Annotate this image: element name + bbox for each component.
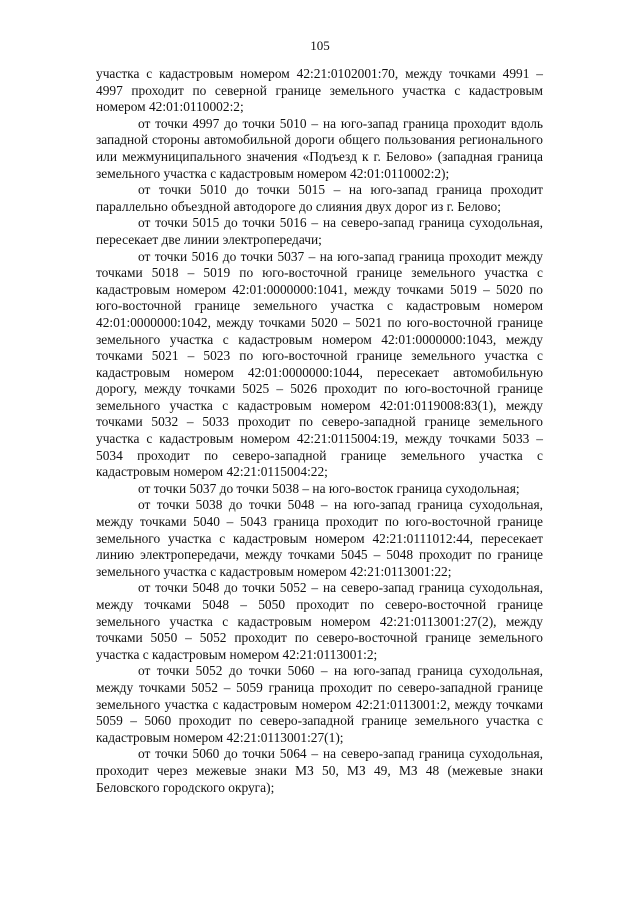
paragraph-5010-5015: от точки 5010 до точки 5015 – на юго-запад граница проходит параллельно объездной автодороге до слияния двух дорог из г. Белово; — [96, 182, 543, 214]
paragraph-5060-5064: от точки 5060 до точки 5064 – на северо-запад граница суходольная, проходит через межевые знаки МЗ 50, МЗ 49, МЗ 48 (межевые знаки Беловского городского округа); — [96, 746, 543, 795]
paragraph-5037-5038: от точки 5037 до точки 5038 – на юго-восток граница суходольная; — [138, 480, 520, 496]
paragraph-5038-5048: от точки 5038 до точки 5048 – на юго-запад граница суходольная, между точками 5040 – 5043 граница проходит по юго-восточной границе земельного участка с кадастровым номером 42:21:0111012:44, пересекает линию электропередачи, между точками 5045 – 5048 проходит по границе земельного участка с кадастровым номером 42:21:0113001:22; — [96, 497, 543, 579]
paragraph-5015-5016: от точки 5015 до точки 5016 – на северо-запад граница суходольная, пересекает две линии электропередачи; — [96, 215, 543, 247]
paragraph-5016-5037: от точки 5016 до точки 5037 – на юго-запад граница проходит между точками 5018 – 5019 по юго-восточной границе земельного участка с кадастровым номером 42:01:0000000:1041, между точками 5019 – 5020 по юго-восточной границе земельного участка с кадастровым номером 42:01:0000000:1042, между точками 5020 – 5021 по юго-восточной границе земельного участка с кадастровым номером 42:01:0000000:1043, между точками 5021 – 5023 по юго-восточной границе земельного участка с кадастровым номером 42:01:0000000:1044, пересекает автомобильную дорогу, между точками 5025 – 5026 проходит по юго-восточной границе земельного участка с кадастровым номером 42:01:0119008:83(1), между точками 5032 – 5033 проходит по северо-западной границе земельного участка с кадастровым номером 42:21:0115004:19, между точками 5033 – 5034 проходит по северо-западной границе земельного участка с кадастровым номером 42:21:0115004:22; — [96, 248, 543, 480]
paragraph-5052-5060: от точки 5052 до точки 5060 – на юго-запад граница суходольная, между точками 5052 – 5059 граница проходит по северо-западной границе земельного участка с кадастровым номером 42:21:0113001:2, между точками 5059 – 5060 проходит по северо-западной границе земельного участка с кадастровым номером 42:21:0113001:27(1); — [96, 663, 543, 745]
paragraph-5048-5052: от точки 5048 до точки 5052 – на северо-запад граница суходольная, между точками 5048 – 5050 проходит по северо-восточной границе земельного участка с кадастровым номером 42:21:0113001:27(2), между точками 5050 – 5052 проходит по северо-восточной границе земельного участка с кадастровым номером 42:21:0113001:2; — [96, 580, 543, 662]
document-body — [96, 66, 543, 796]
paragraph-4997-5010: от точки 4997 до точки 5010 – на юго-запад граница проходит вдоль западной стороны автомобильной дороги общего пользования регионального или межмуниципального значения «Подъезд к г. Белово» (западная граница земельного участка с кадастровым номером 42:01:0110002:2); — [96, 115, 543, 181]
paragraph-continuation: участка с кадастровым номером 42:21:0102001:70, между точками 4991 – 4997 проходит по северной границе земельного участка с кадастровым номером 42:01:0110002:2; — [96, 66, 543, 115]
page-number: 105 — [310, 38, 330, 53]
